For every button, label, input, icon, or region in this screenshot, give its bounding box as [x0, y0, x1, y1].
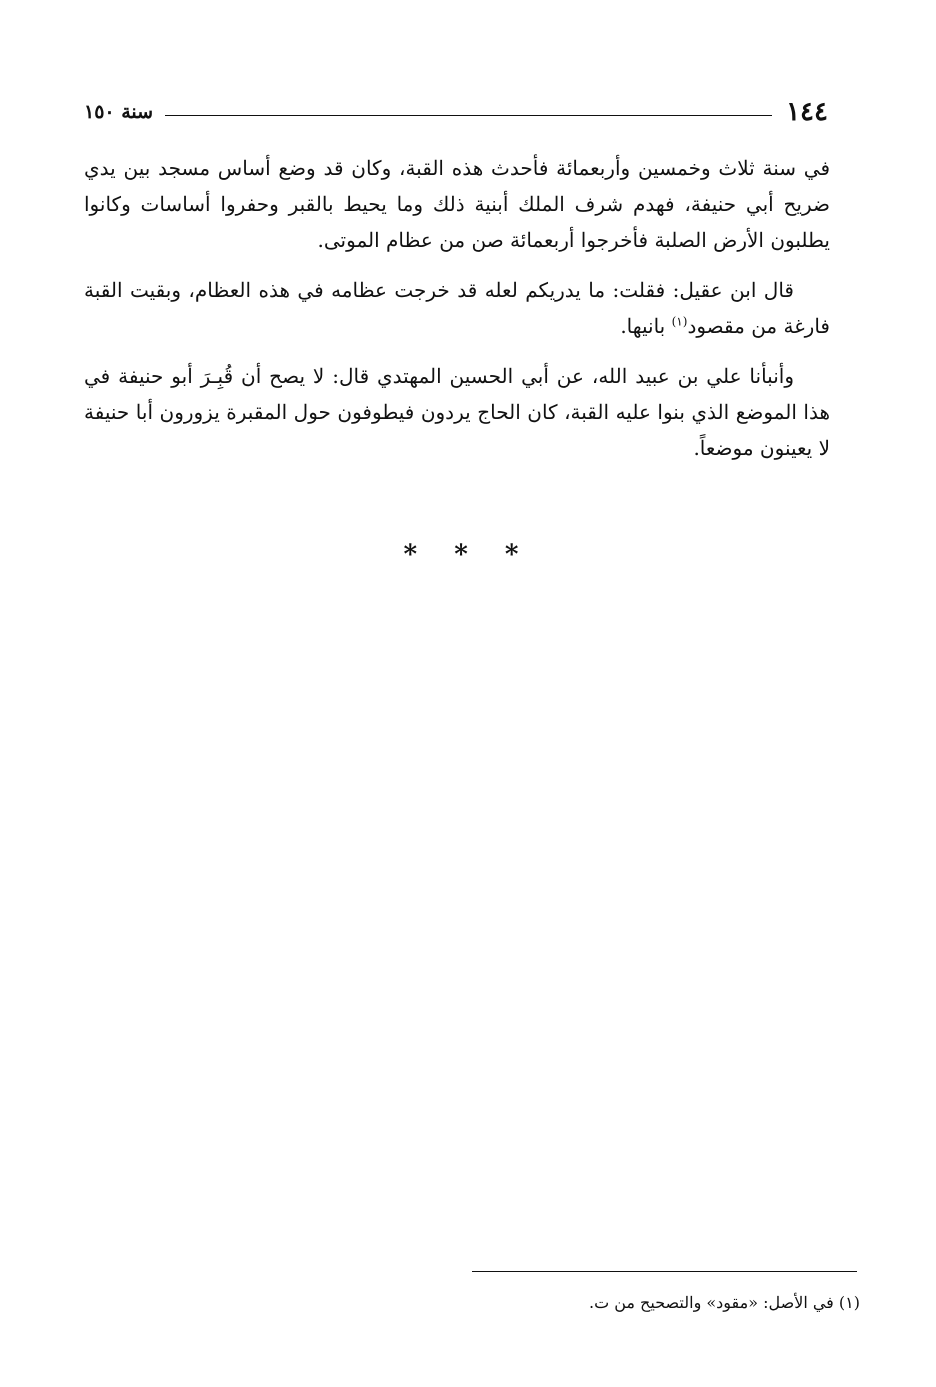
- year-label: سنة ١٥٠: [84, 101, 154, 123]
- header-rule: [165, 115, 772, 116]
- section-ornament: * * *: [403, 540, 533, 570]
- running-header: [84, 92, 828, 132]
- footnote-rule: [472, 1271, 857, 1272]
- body-text: [84, 150, 830, 480]
- paragraph-2: [84, 272, 830, 344]
- paragraph-2-text-before: قال ابن عقيل: فقلت: ما يدريكم لعله قد خرجت عظامه في هذه العظام، وبقيت القبة فارغة من مقصود: [84, 278, 830, 338]
- footnote-reference: (١): [671, 314, 688, 329]
- paragraph-2-text-after: بانيها.: [620, 314, 672, 338]
- footnote: (١) في الأصل: «مقود» والتصحيح من ت.: [588, 1293, 860, 1312]
- page-number: ١٤٤: [786, 97, 828, 127]
- paragraph-3: وأنبأنا علي بن عبيد الله، عن أبي الحسين المهتدي قال: لا يصح أن قُبِـرَ أبو حنيفة في هذا الموضع الذي بنوا عليه القبة، كان الحاج يردون فيطوفون حول المقبرة يزورون أبا حنيفة لا يعينون موضعاً.: [84, 364, 830, 460]
- paragraph-1: في سنة ثلاث وخمسين وأربعمائة فأحدث هذه القبة، وكان قد وضع أساس مسجد بين يدي ضريح أبي حنيفة، فهدم شرف الملك أبنية ذلك وما يحيط بالقبر وحفروا أساسات وكانوا يطلبون الأرض الصلبة فأخرجوا أربعمائة صن من عظام الموتى.: [84, 156, 830, 252]
